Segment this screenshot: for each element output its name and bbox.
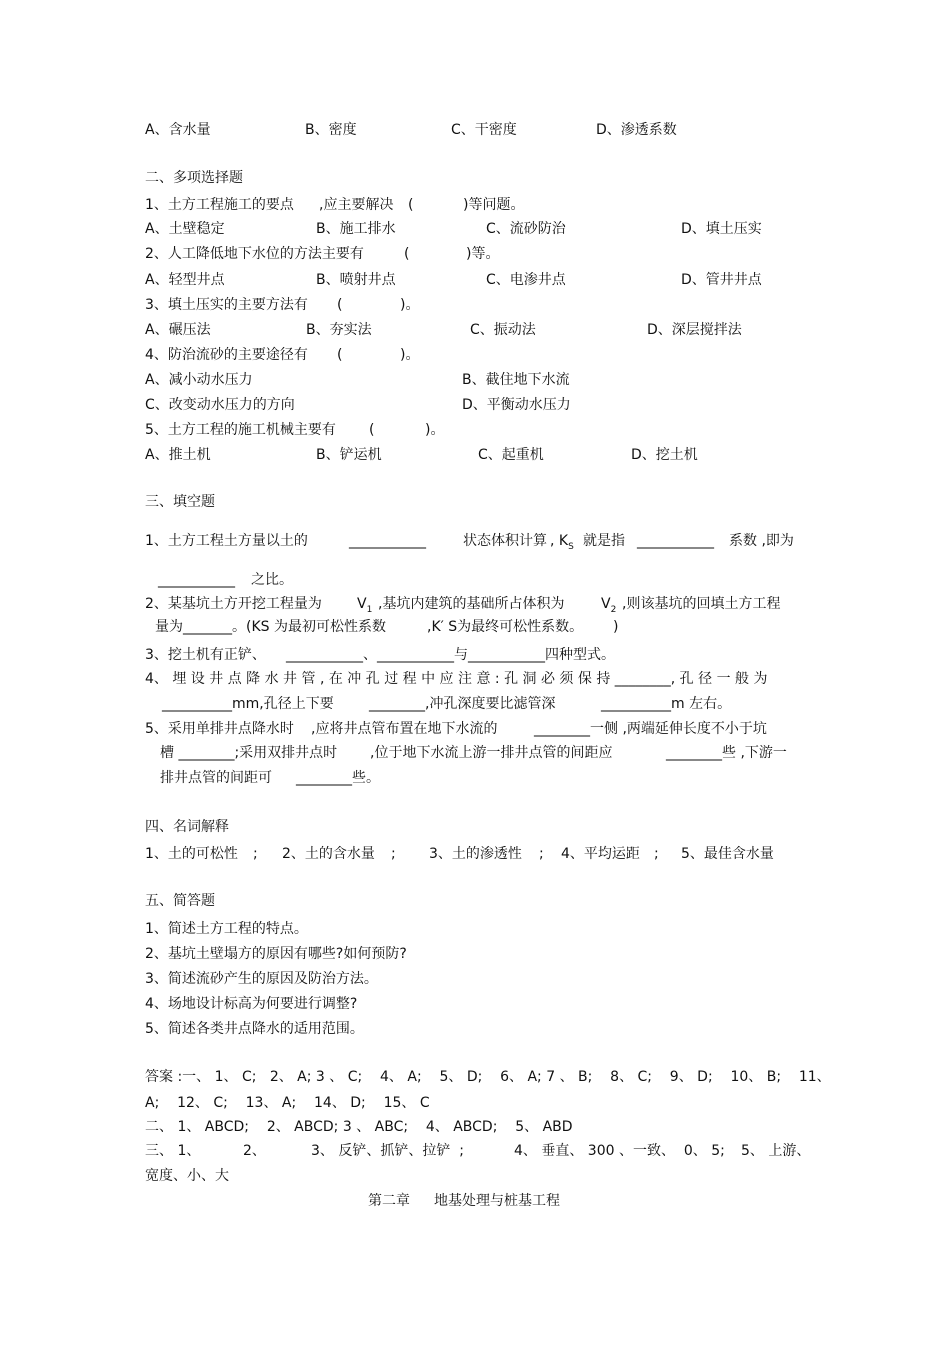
separator: ; [253,846,258,862]
fill-text: 之比。 [251,572,293,588]
answer-paren: ( [369,422,375,438]
fill-line [0,644,950,666]
fill-text: ________些 ,下游一 [666,745,787,761]
option-c: C、干密度 [451,122,517,138]
blank: ___________ [349,533,426,549]
fill-text: 系数 ,即为 [729,533,794,549]
short-question [0,993,950,1015]
answer-paren: ( [408,197,414,213]
fill-text [357,593,372,617]
answer-text: A; 12、 C; 13、 A; 14、 D; 15、 C [145,1095,430,1111]
chapter-heading [0,1190,950,1212]
options-row [0,269,950,291]
answer-text: 三、 1、 [145,1143,201,1159]
term: 1、土的可松性 [145,846,238,862]
answer-line [0,1140,950,1162]
option-d: D、渗透系数 [596,122,677,138]
terms-row [0,843,950,865]
fill-text: ,则该基坑的回填土方工程 [622,596,781,612]
answer-text: 4、 垂直、 300 、一致、 0、 5; [514,1143,725,1159]
options-row [0,218,950,240]
subscript: 1 [366,605,373,615]
answer-text: 宽度、小、大 [145,1168,229,1184]
fill-text: 量为_______。(KS 为最初可松性系数 [155,619,386,635]
answer-text: 答案 :一、 1、 C; 2、 A; 3 、 C; 4、 A; 5、 D; 6、 A; 7 、 B; 8、 C; 9、 D; 10、 B; 11、 [145,1069,831,1085]
question-text: 2、基坑土壁塌方的原因有哪些?如何预防? [145,946,407,962]
fill-line [0,718,950,740]
fill-line [0,693,950,715]
option-d: D、挖土机 [631,447,698,463]
answer-text: 3、 反铲、抓铲、拉铲 ; [311,1143,464,1159]
option-b: B、喷射井点 [316,272,396,288]
section-title: 三、填空题 [145,494,215,510]
answer-text: 二、 1、 ABCD; 2、 ABCD; 3 、 ABC; 4、 ABCD; 5、 ABD [145,1119,573,1135]
option-a: A、碾压法 [145,322,211,338]
question-stem [0,294,950,316]
fill-text [550,530,574,554]
section-title: 二、多项选择题 [145,170,243,186]
fill-text: 4、 埋 设 井 点 降 水 井 管 , 在 冲 孔 过 程 中 应 注 意 : 孔 洞 必 须 保 持 ________, 孔 径 一 般 为 [145,671,768,687]
answer-text: 2、 [243,1143,266,1159]
option-a: A、减小动水压力 [145,372,253,388]
fill-text: ,K′ S为最终可松性系数。 [427,619,584,635]
section-heading [0,816,950,838]
fill-text: 2、某基坑土方开挖工程量为 [145,596,322,612]
fill-text: ________一侧 ,两端延伸长度不小于坑 [534,721,767,737]
term: 4、平均运距 [561,846,640,862]
fill-text: ,应将井点管布置在地下水流的 [311,721,498,737]
option-d: D、深层搅拌法 [647,322,742,338]
fill-text: ,位于地下水流上游一排井点管的间距应 [370,745,613,761]
answer-text: 5、 上游、 [741,1143,811,1159]
fill-line [0,767,950,789]
question-text: 4、场地设计标高为何要进行调整? [145,996,358,1012]
stem-text: ,应主要解决 [319,197,394,213]
subscript: 2 [610,605,617,615]
options-row [0,369,950,391]
option-d: D、填土压实 [681,221,762,237]
separator: ; [539,846,544,862]
stem-text: )等。 [466,246,500,262]
fill-text: 状态体积计算 [463,533,547,549]
term: 2、土的含水量 [282,846,375,862]
section-heading [0,890,950,912]
separator: ; [391,846,396,862]
stem-text: )等问题。 [463,197,525,213]
fill-text [601,593,616,617]
answer-paren: ( [337,347,343,363]
option-b: B、夯实法 [306,322,372,338]
stem-text: 1、土方工程施工的要点 [145,197,294,213]
option-c: C、流砂防治 [486,221,566,237]
chapter-number: 第二章 [368,1193,410,1209]
section-heading [0,167,950,189]
stem-text: 4、防治流砂的主要途径有 [145,347,308,363]
question-stem [0,419,950,441]
fill-text: __________m 左右。 [601,696,732,712]
fill-line [0,593,950,615]
option-d: D、平衡动水压力 [462,397,571,413]
option-c: C、电渗井点 [486,272,566,288]
blank: ___________ [637,533,714,549]
answer-line [0,1165,950,1187]
blank: ___________ [158,572,235,588]
answer-paren: ( [404,246,410,262]
chapter-title: 地基处理与桩基工程 [434,1193,560,1209]
stem-text: 3、填土压实的主要方法有 [145,297,308,313]
stem-text: )。 [400,347,420,363]
fill-text: 5、采用单排井点降水时 [145,721,294,737]
fill-text: 3、挖土机有正铲、 [145,647,266,663]
fill-text: ) [613,619,619,635]
stem-text: 5、土方工程的施工机械主要有 [145,422,336,438]
option-c: C、起重机 [478,447,544,463]
fill-text: ________,冲孔深度要比滤管深 [369,696,556,712]
short-question [0,943,950,965]
fill-text: 槽 ________;采用双排井点时 [160,745,338,761]
short-question [0,1018,950,1040]
fill-line [0,742,950,764]
option-b: B、密度 [305,122,357,138]
short-question [0,918,950,940]
fill-text: ________些。 [296,770,380,786]
option-a: A、土壁稳定 [145,221,225,237]
option-a: A、轻型井点 [145,272,225,288]
section-title: 五、简答题 [145,893,215,909]
answer-line [0,1116,950,1138]
stem-text: 2、人工降低地下水位的方法主要有 [145,246,364,262]
fill-text: 1、土方工程土方量以土的 [145,533,308,549]
ks-symbol: , K [550,533,569,549]
short-question [0,968,950,990]
options-row [0,319,950,341]
options-row [0,394,950,416]
option-d: D、管井井点 [681,272,762,288]
fill-text: ___________、___________与___________四种型式。 [286,647,615,663]
v2-symbol: V [601,596,611,612]
fill-text: 就是指 [583,533,625,549]
fill-text: __________mm,孔径上下要 [162,696,334,712]
fill-line [0,569,950,591]
options-row [0,444,950,466]
question-stem [0,344,950,366]
q1-options-row [0,119,950,141]
fill-line [0,668,950,690]
stem-text: )。 [425,422,445,438]
option-c: C、改变动水压力的方向 [145,397,295,413]
section-heading [0,491,950,513]
option-b: B、截住地下水流 [462,372,570,388]
v1-symbol: V [357,596,367,612]
question-stem [0,243,950,265]
answer-line [0,1066,950,1088]
stem-text: )。 [400,297,420,313]
option-b: B、施工排水 [316,221,396,237]
subscript: S [568,542,574,552]
question-text: 5、简述各类井点降水的适用范围。 [145,1021,364,1037]
option-b: B、铲运机 [316,447,382,463]
term: 3、土的渗透性 [429,846,522,862]
question-stem [0,194,950,216]
term: 5、最佳含水量 [681,846,774,862]
section-title: 四、名词解释 [145,819,229,835]
fill-text: 排井点管的间距可 [160,770,272,786]
option-c: C、振动法 [470,322,536,338]
question-text: 3、简述流砂产生的原因及防治方法。 [145,971,378,987]
fill-line [0,616,950,638]
question-text: 1、简述土方工程的特点。 [145,921,308,937]
option-a: A、推土机 [145,447,211,463]
fill-text: ,基坑内建筑的基础所占体积为 [378,596,565,612]
separator: ; [654,846,659,862]
answer-line [0,1092,950,1114]
answer-paren: ( [337,297,343,313]
option-a: A、含水量 [145,122,211,138]
fill-line [0,530,950,552]
